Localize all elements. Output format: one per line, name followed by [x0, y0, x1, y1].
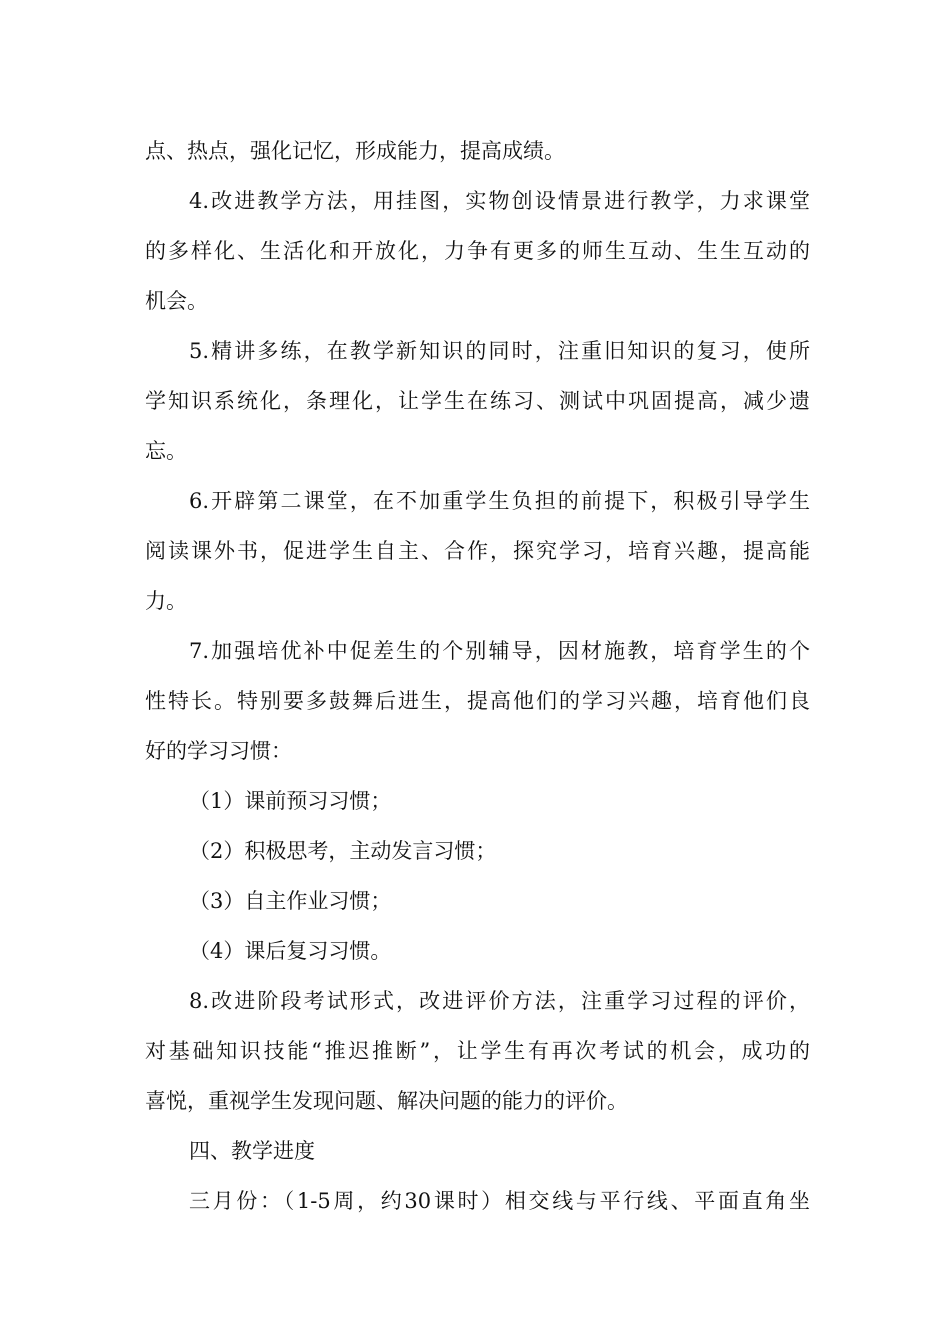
text-line-20: 喜悦，重视学生发现问题、解决问题的能力的评价。 — [145, 1089, 628, 1113]
text-line-13: 好的学习习惯： — [145, 739, 292, 763]
text-line-2: 4.改进教学方法，用挂图，实物创设情景进行教学，力求课堂 — [189, 189, 810, 213]
text-line-4: 机会。 — [145, 289, 208, 313]
text-line-9: 阅读课外书，促进学生自主、合作，探究学习，培育兴趣，提高能 — [145, 539, 810, 563]
list-item-2: （2）积极思考，主动发言习惯； — [189, 839, 497, 863]
section-heading: 四、教学进度 — [189, 1139, 315, 1163]
list-item-1: （1）课前预习习惯； — [189, 789, 392, 813]
text-line-19: 对基础知识技能“推迟推断”，让学生有再次考试的机会，成功的 — [145, 1039, 810, 1063]
text-line-5: 5.精讲多练，在教学新知识的同时，注重旧知识的复习，使所 — [189, 339, 810, 363]
text-line-3: 的多样化、生活化和开放化，力争有更多的师生互动、生生互动的 — [145, 239, 810, 263]
text-line-1: 点、热点，强化记忆，形成能力，提高成绩。 — [145, 139, 565, 163]
text-line-22: 三月份：（1-5周，约30课时）相交线与平行线、平面直角坐 — [189, 1189, 810, 1213]
text-line-11: 7.加强培优补中促差生的个别辅导，因材施教，培育学生的个 — [189, 639, 810, 663]
text-line-10: 力。 — [145, 589, 187, 613]
list-item-3: （3）自主作业习惯； — [189, 889, 392, 913]
text-line-6: 学知识系统化，条理化，让学生在练习、测试中巩固提高，减少遗 — [145, 389, 810, 413]
text-line-8: 6.开辟第二课堂，在不加重学生负担的前提下，积极引导学生 — [189, 489, 810, 513]
text-line-18: 8.改进阶段考试形式，改进评价方法，注重学习过程的评价， — [189, 989, 810, 1013]
text-line-12: 性特长。特别要多鼓舞后进生，提高他们的学习兴趣，培育他们良 — [145, 689, 810, 713]
list-item-4: （4）课后复习习惯。 — [189, 939, 392, 963]
text-line-7: 忘。 — [145, 439, 187, 463]
